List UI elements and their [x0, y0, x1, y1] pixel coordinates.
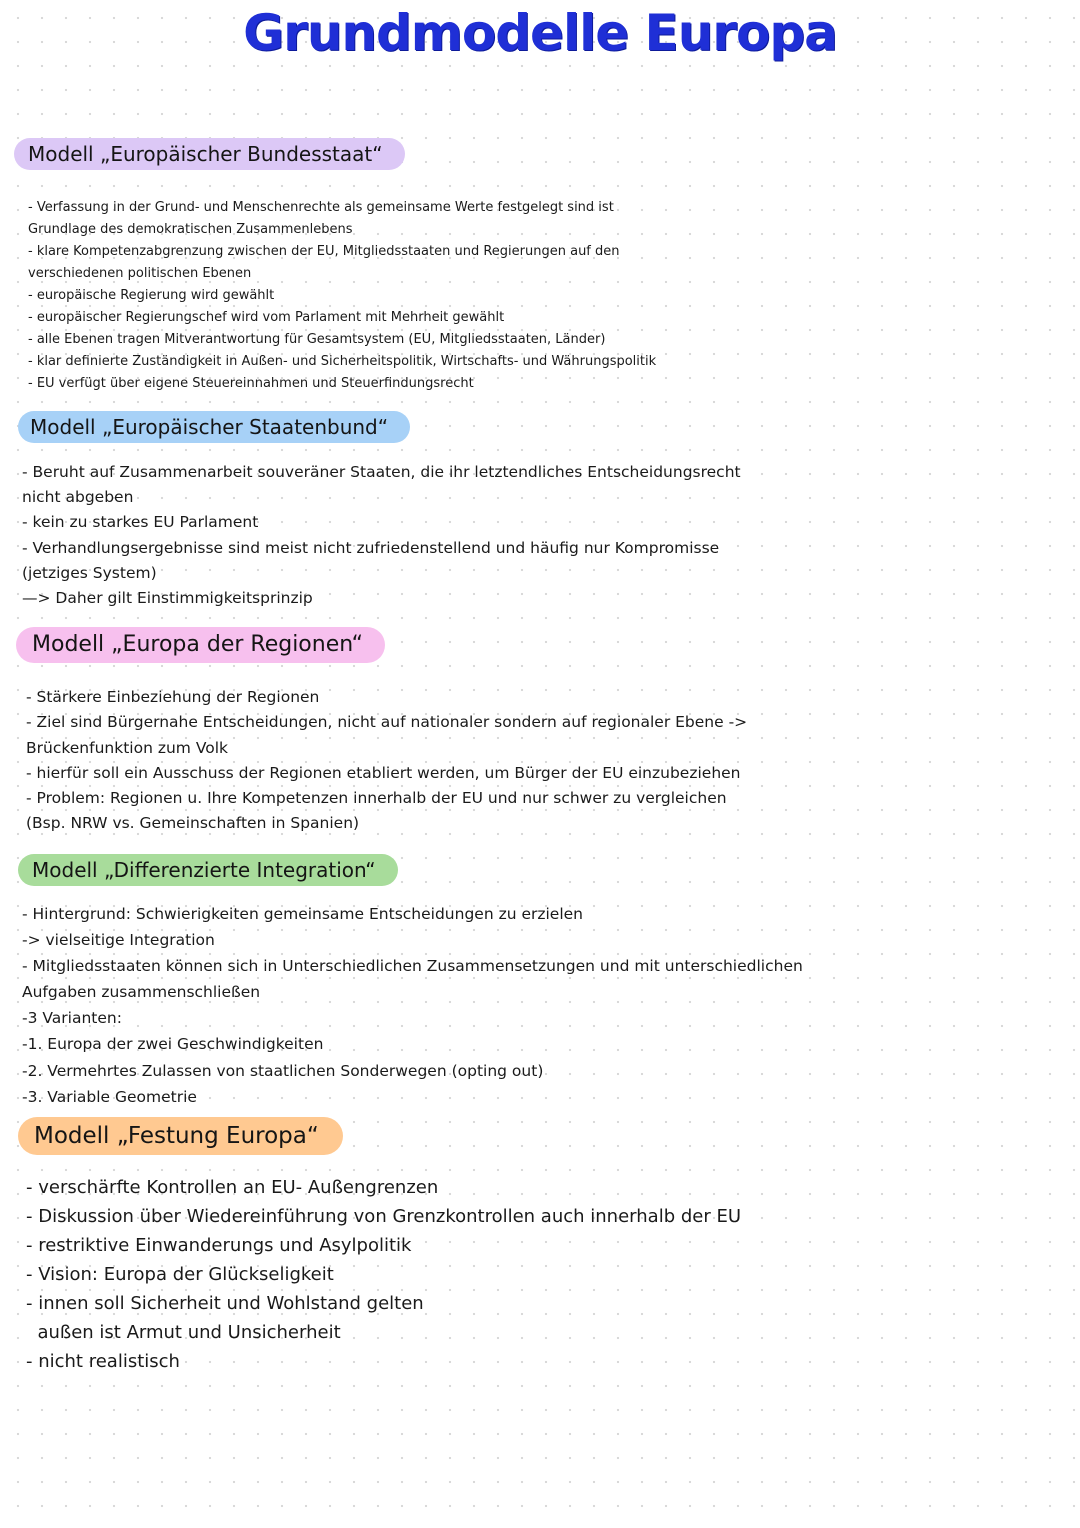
section-lines — [22, 460, 741, 611]
text-line: - Vision: Europa der Glückseligkeit — [26, 1264, 334, 1285]
text-line: - Problem: Regionen u. Ihre Kompetenzen innerhalb der EU und nur schwer zu vergleichen — [26, 789, 727, 808]
text-line: - hierfür soll ein Ausschuss der Regionen etabliert werden, um Bürger der EU einzubeziehen — [26, 763, 741, 782]
section-heading: Modell „Europa der Regionen“ — [16, 627, 385, 663]
text-line: - Mitgliedsstaaten können sich in Unterschiedlichen Zusammensetzungen und mit unterschiedlichen — [22, 957, 803, 976]
text-line: —> Daher gilt Einstimmigkeitsprinzip — [22, 589, 313, 608]
text-line: - kein zu starkes EU Parlament — [22, 513, 259, 532]
text-line: -1. Europa der zwei Geschwindigkeiten — [22, 1035, 324, 1054]
section-lines — [26, 1173, 741, 1376]
text-line: - europäische Regierung wird gewählt — [28, 288, 275, 303]
section-heading: Modell „Festung Europa“ — [18, 1117, 343, 1155]
section-lines — [28, 197, 656, 395]
section-heading: Modell „Differenzierte Integration“ — [18, 854, 398, 886]
text-line: -3 Varianten: — [22, 1009, 122, 1028]
text-line: - innen soll Sicherheit und Wohlstand gelten — [26, 1293, 424, 1314]
text-line: - Hintergrund: Schwierigkeiten gemeinsame Entscheidungen zu erzielen — [22, 905, 584, 923]
text-line: (jetziges System) — [22, 563, 157, 582]
section-lines — [22, 901, 803, 1110]
text-line: verschiedenen politischen Ebenen — [28, 266, 252, 281]
section-heading: Modell „Europäischer Staatenbund“ — [18, 411, 410, 443]
text-line: Brückenfunktion zum Volk — [26, 738, 228, 757]
text-line: - Stärkere Einbeziehung der Regionen — [26, 688, 320, 706]
section-heading: Modell „Europäischer Bundesstaat“ — [14, 138, 405, 170]
text-line: Grundlage des demokratischen Zusammenlebens — [28, 222, 353, 237]
text-line: außen ist Armut und Unsicherheit — [26, 1322, 341, 1343]
text-line: -2. Vermehrtes Zulassen von staatlichen Sonderwegen (opting out) — [22, 1061, 544, 1080]
section-festung-europa — [0, 1117, 741, 1376]
text-line: - alle Ebenen tragen Mitverantwortung für Gesamtsystem (EU, Mitgliedsstaaten, Länder) — [28, 332, 606, 347]
text-line: - Diskussion über Wiedereinführung von Grenzkontrollen auch innerhalb der EU — [26, 1206, 742, 1227]
text-line: - Verfassung in der Grund- und Menschenrechte als gemeinsame Werte festgelegt sind ist — [28, 200, 614, 215]
text-line: Aufgaben zusammenschließen — [22, 983, 261, 1002]
text-line: -> vielseitige Integration — [22, 931, 215, 950]
section-lines — [26, 685, 747, 837]
text-line: - Ziel sind Bürgernahe Entscheidungen, nicht auf nationaler sondern auf regionaler Ebene -> — [26, 713, 748, 732]
text-line: nicht abgeben — [22, 488, 134, 507]
text-line: -3. Variable Geometrie — [22, 1087, 197, 1106]
section-europa-der-regionen — [0, 627, 747, 837]
text-line: - Beruht auf Zusammenarbeit souveräner Staaten, die ihr letztendliches Entscheidungsrecht — [22, 463, 741, 481]
section-europaeischer-bundesstaat — [0, 138, 656, 395]
text-line: - verschärfte Kontrollen an EU- Außengrenzen — [26, 1177, 439, 1198]
section-europaeischer-staatenbund — [0, 411, 741, 611]
text-line: - nicht realistisch — [26, 1351, 180, 1372]
page-title: Grundmodelle Europa — [243, 4, 837, 62]
text-line: - klare Kompetenzabgrenzung zwischen der EU, Mitgliedsstaaten und Regierungen auf den — [28, 244, 620, 259]
section-differenzierte-integration — [0, 854, 803, 1110]
text-line: - restriktive Einwanderungs und Asylpolitik — [26, 1235, 412, 1256]
text-line: - Verhandlungsergebnisse sind meist nicht zufriedenstellend und häufig nur Kompromisse — [22, 538, 720, 557]
text-line: - EU verfügt über eigene Steuereinnahmen und Steuerfindungsrecht — [28, 376, 474, 391]
text-line: - klar definierte Zuständigkeit in Außen- und Sicherheitspolitik, Wirtschafts- und Währungspolitik — [28, 354, 657, 369]
text-line: (Bsp. NRW vs. Gemeinschaften in Spanien) — [26, 814, 360, 833]
text-line: - europäischer Regierungschef wird vom Parlament mit Mehrheit gewählt — [28, 310, 505, 325]
